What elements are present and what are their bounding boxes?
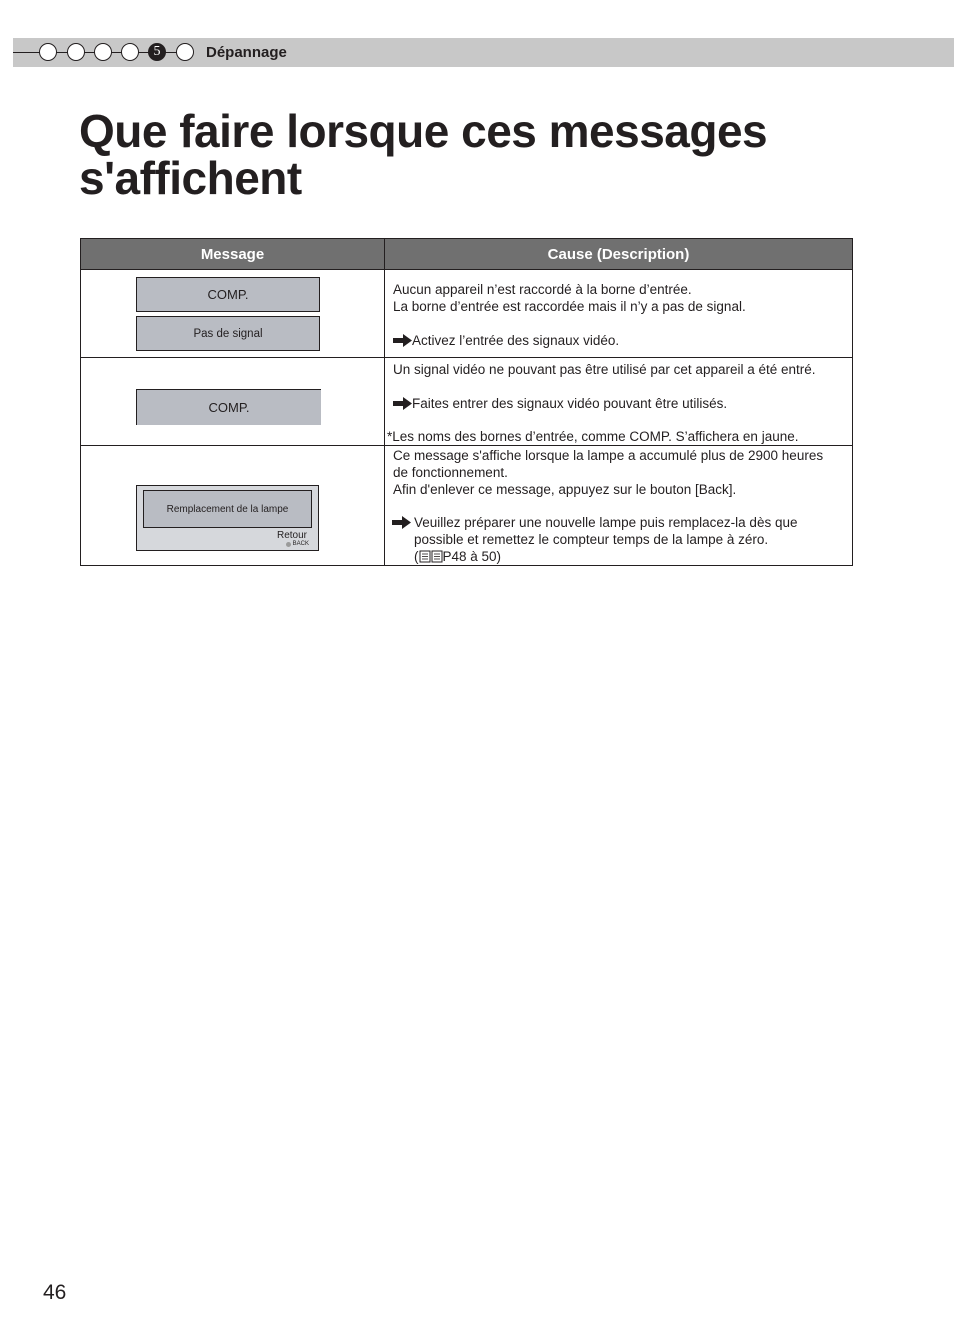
- footnote-text: *Les noms des bornes d’entrée, comme COMP. S’affichera en jaune.: [387, 429, 799, 444]
- page-title: Que faire lorsque ces messages s'affichent: [79, 105, 768, 204]
- chapter-marker-current: 5: [148, 43, 166, 61]
- message-cell: [81, 446, 385, 565]
- osd-back-key: [286, 541, 309, 547]
- table-header: [81, 239, 852, 270]
- page-reference: [414, 548, 501, 565]
- chapter-marker-6: [176, 43, 194, 61]
- osd-input-name: COMP.: [136, 277, 320, 312]
- chapter-marker-4: [121, 43, 139, 61]
- back-key-label: BACK: [292, 541, 309, 547]
- cause-text: Un signal vidéo ne pouvant pas être utilisé par cet appareil a été entré.: [393, 362, 816, 377]
- chapter-marker-2: [67, 43, 85, 61]
- arrow-right-icon: [393, 397, 412, 410]
- messages-table: [80, 238, 853, 566]
- remedy-text: possible et remettez le compteur temps de la lampe à zéro.: [414, 532, 769, 547]
- table-row: [81, 446, 852, 565]
- ref-pages: P48 à 50): [442, 549, 502, 564]
- osd-back-label: Retour: [276, 530, 307, 541]
- page-number: 46: [43, 1281, 67, 1304]
- ref-open-paren: (: [414, 549, 419, 564]
- osd-input-name: COMP.: [136, 389, 321, 425]
- osd-lamp-message: Remplacement de la lampe: [143, 490, 312, 528]
- chapter-marker-1: [39, 43, 57, 61]
- osd-no-signal: Pas de signal: [136, 316, 320, 351]
- arrow-right-icon: [393, 334, 412, 347]
- cause-cell: [385, 446, 852, 565]
- table-row: [81, 358, 852, 446]
- remedy-label: Activez l’entrée des signaux vidéo.: [412, 333, 620, 348]
- cause-cell: [385, 270, 852, 357]
- back-button-icon: [286, 542, 291, 547]
- cause-text: La borne d’entrée est raccordée mais il n’y a pas de signal.: [393, 299, 746, 314]
- arrow-right-icon: [392, 516, 411, 529]
- section-label: Dépannage: [206, 44, 287, 61]
- cause-text: Aucun appareil n’est raccordé à la borne d’entrée.: [393, 282, 692, 297]
- message-cell: [81, 270, 385, 357]
- table-row: [81, 270, 852, 358]
- remedy-text: [393, 395, 727, 412]
- cause-text: Afin d'enlever ce message, appuyez sur le bouton [Back].: [393, 482, 737, 497]
- header-message: Message: [81, 239, 385, 269]
- header-cause: Cause (Description): [547, 245, 690, 263]
- cause-text: de fonctionnement.: [393, 465, 508, 480]
- remedy-label: Faites entrer des signaux vidéo pouvant être utilisés.: [412, 396, 728, 411]
- remedy-text: [393, 332, 619, 349]
- remedy-text: Veuillez préparer une nouvelle lampe puis remplacez-la dès que: [414, 515, 798, 530]
- message-cell: [81, 358, 385, 445]
- cause-cell: [385, 358, 852, 445]
- book-reference-icon: [419, 550, 443, 563]
- chapter-marker-3: [94, 43, 112, 61]
- cause-text: Ce message s'affiche lorsque la lampe a accumulé plus de 2900 heures: [393, 448, 824, 463]
- osd-lamp-dialog: [136, 485, 319, 551]
